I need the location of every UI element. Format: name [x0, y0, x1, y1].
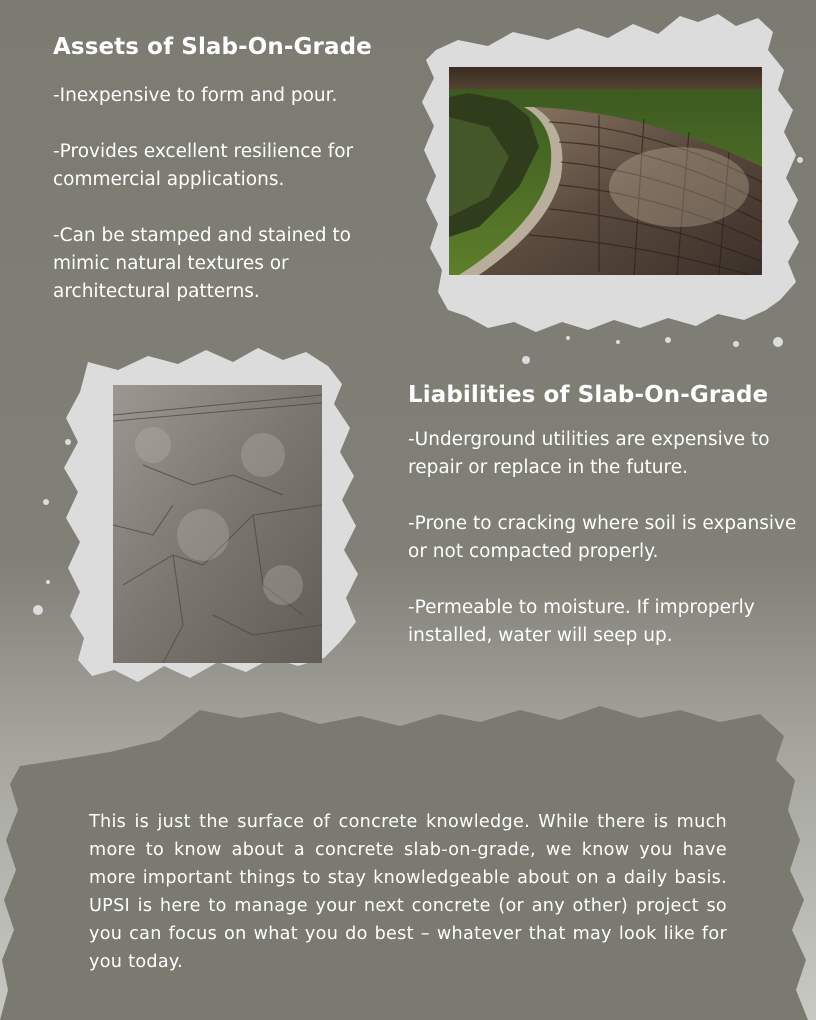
- liabilities-heading: Liabilities of Slab-On-Grade: [408, 382, 769, 408]
- assets-item: -Can be stamped and stained to mimic natural textures or architectural patterns.: [53, 225, 351, 302]
- liabilities-item: -Underground utilities are expensive to repair or replace in the future.: [408, 429, 770, 478]
- assets-item: -Inexpensive to form and pour.: [53, 85, 338, 106]
- assets-item: -Provides excellent resilience for commercial applications.: [53, 141, 354, 190]
- liabilities-item: -Prone to cracking where soil is expansive or not compacted properly.: [408, 513, 797, 562]
- liabilities-item: -Permeable to moisture. If improperly installed, water will seep up.: [408, 597, 755, 646]
- stamped-paver-walkway-photo: [449, 67, 762, 275]
- assets-list: [53, 82, 393, 306]
- cracked-concrete-slab-photo: [113, 385, 322, 663]
- closing-paragraph: This is just the surface of concrete knowledge. While there is much more to know about a concrete slab-on-grade, we know you have more important things to stay knowledgeable about on a daily basis. UPSI is here to manage your next concrete (or any other) project so you can focus on what you do best – whatever that may look like for you today.: [89, 812, 727, 972]
- liabilities-list: [408, 426, 798, 650]
- assets-heading: Assets of Slab-On-Grade: [53, 34, 372, 60]
